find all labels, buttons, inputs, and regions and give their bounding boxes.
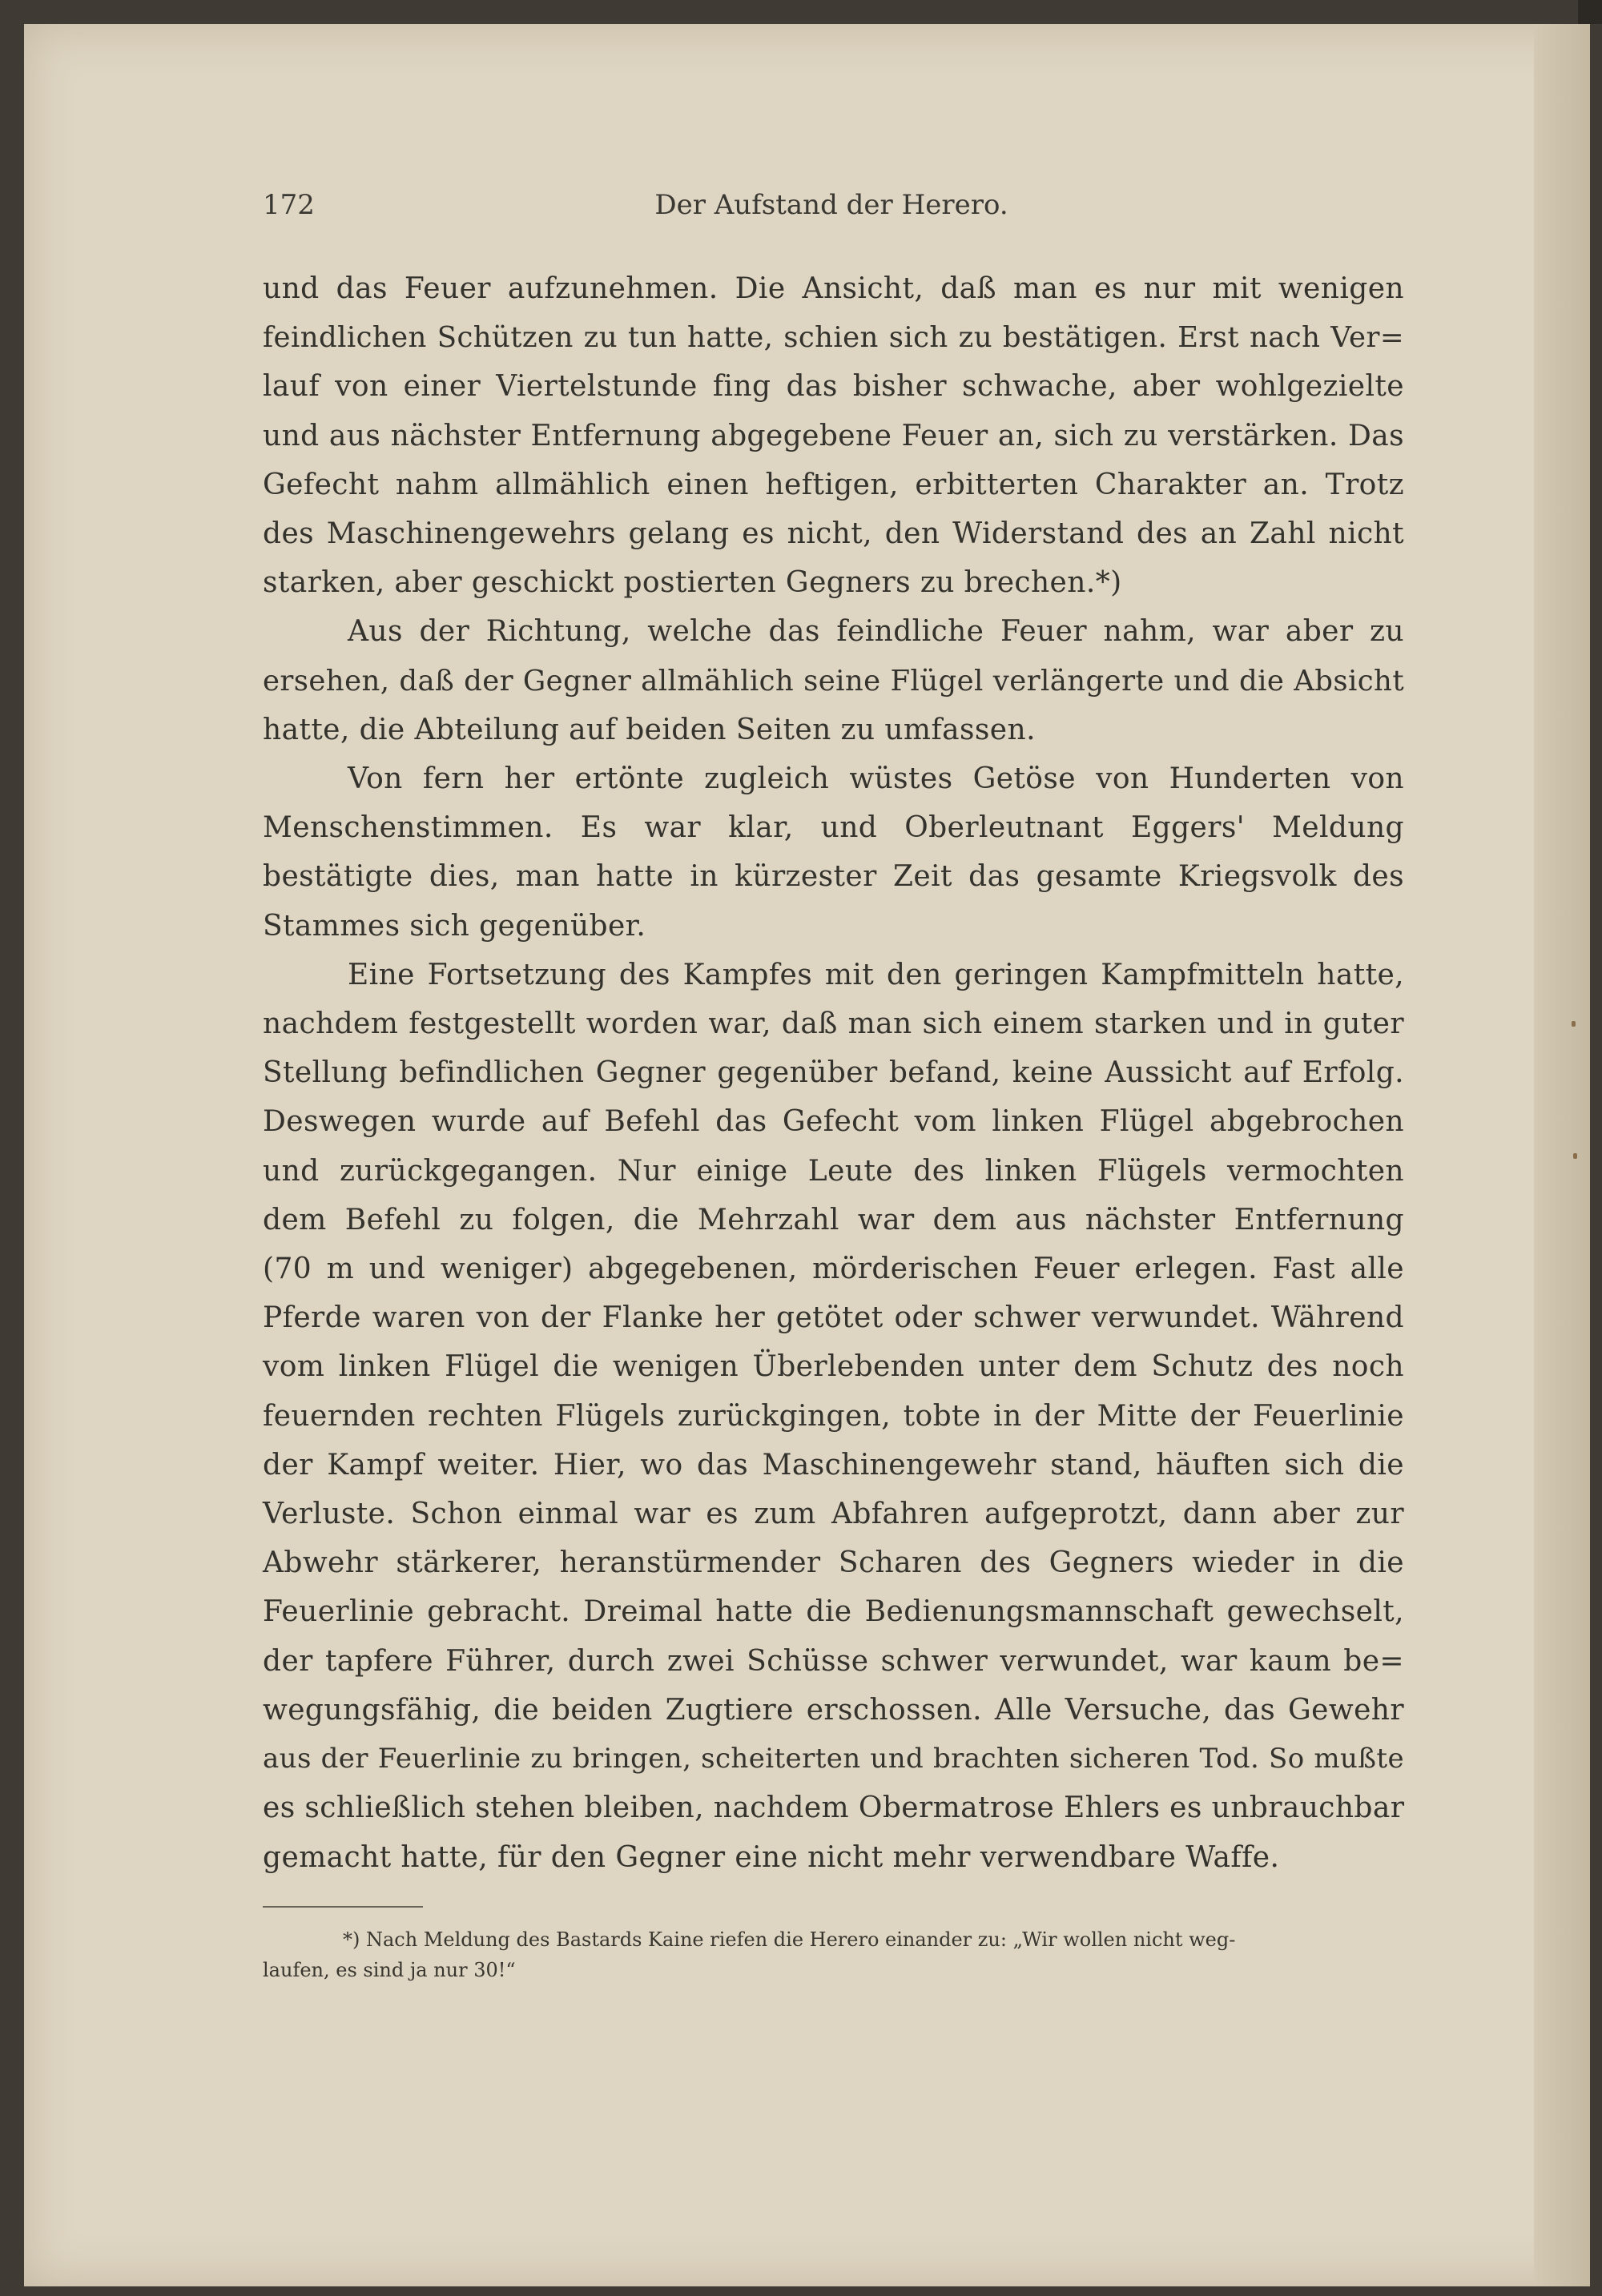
- text-line: und das Feuer aufzunehmen. Die Ansicht, daß man es nur mit wenigen: [263, 272, 1404, 305]
- text-line: ersehen, daß der Gegner allmählich seine Flügel verlängerte und die Absicht: [263, 664, 1404, 698]
- text-line: des Maschinengewehrs gelang es nicht, den Widerstand des an Zahl nicht: [263, 517, 1404, 551]
- text-line: Feuerlinie gebracht. Dreimal hatte die Bedienungsmannschaft gewechselt,: [263, 1595, 1404, 1629]
- text-line: der Kampf weiter. Hier, wo das Maschinengewehr stand, häuften sich die: [263, 1448, 1404, 1482]
- text-line: der tapfere Führer, durch zwei Schüsse schwer verwundet, war kaum be=: [263, 1644, 1404, 1678]
- running-title: Der Aufstand der Herero.: [654, 189, 1008, 221]
- paragraph: [263, 951, 1404, 1882]
- text-line: bestätigte dies, man hatte in kürzester Zeit das gesamte Kriegsvolk des: [263, 860, 1404, 894]
- text-line: gemacht hatte, für den Gegner eine nicht mehr verwendbare Waffe.: [263, 1840, 1280, 1874]
- text-line: aus der Feuerlinie zu bringen, scheiterten und brachten sicheren Tod. So mußte: [263, 1743, 1404, 1775]
- footnote: [263, 1924, 1404, 1985]
- paragraph: [263, 754, 1404, 951]
- text-line: es schließlich stehen bleiben, nachdem Obermatrose Ehlers es unbrauchbar: [263, 1791, 1405, 1825]
- text-line: vom linken Flügel die wenigen Überlebenden unter dem Schutz des noch: [263, 1350, 1404, 1384]
- text-line: wegungsfähig, die beiden Zugtiere erschossen. Alle Versuche, das Gewehr: [263, 1693, 1404, 1727]
- text-line: Menschenstimmen. Es war klar, und Oberleutnant Eggers' Meldung: [263, 811, 1404, 845]
- text-line: (70 m und weniger) abgegebenen, mörderischen Feuer erlegen. Fast alle: [263, 1253, 1404, 1286]
- footnote-line-1: *) Nach Meldung des Bastards Kaine riefen die Herero einander zu: „Wir wollen nicht weg-: [343, 1928, 1236, 1951]
- text-line: und aus nächster Entfernung abgegebene Feuer an, sich zu verstärken. Das: [263, 419, 1404, 452]
- text-line: Deswegen wurde auf Befehl das Gefecht vom linken Flügel abgebrochen: [263, 1105, 1404, 1139]
- paragraph: [263, 607, 1404, 754]
- text-line: Stellung befindlichen Gegner gegenüber befand, keine Aussicht auf Erfolg.: [263, 1056, 1404, 1090]
- text-line: Gefecht nahm allmählich einen heftigen, erbitterten Charakter an. Trotz: [263, 468, 1404, 501]
- body-text: [263, 264, 1404, 1882]
- text-line: starken, aber geschickt postierten Gegners zu brechen.*): [263, 566, 1122, 600]
- text-line: nachdem festgestellt worden war, daß man sich einem starken und in guter: [263, 1007, 1404, 1041]
- text-line: hatte, die Abteilung auf beiden Seiten zu umfassen.: [263, 713, 1036, 746]
- text-line: Pferde waren von der Flanke her getötet oder schwer verwundet. Während: [263, 1301, 1404, 1335]
- text-line: Von fern her ertönte zugleich wüstes Getöse von Hunderten von: [348, 762, 1404, 796]
- footnote-divider: [263, 1906, 423, 1908]
- text-line: Verluste. Schon einmal war es zum Abfahren aufgeprotzt, dann aber zur: [263, 1498, 1404, 1531]
- text-line: feindlichen Schützen zu tun hatte, schien sich zu bestätigen. Erst nach Ver=: [263, 321, 1404, 355]
- text-line: lauf von einer Viertelstunde fing das bisher schwache, aber wohlgezielte: [263, 370, 1404, 404]
- text-line: Eine Fortsetzung des Kampfes mit den geringen Kampfmitteln hatte,: [348, 958, 1404, 991]
- page-edge: [1534, 24, 1590, 2286]
- text-line: Stammes sich gegenüber.: [263, 909, 646, 943]
- paragraph: [263, 264, 1404, 607]
- paper-speck: [1573, 1153, 1577, 1159]
- text-line: und zurückgegangen. Nur einige Leute des linken Flügels vermochten: [263, 1154, 1404, 1188]
- footnote-line-2: laufen, es sind ja nur 30!“: [263, 1959, 516, 1981]
- cover-corner: [1578, 0, 1602, 24]
- text-line: feuernden rechten Flügels zurückgingen, tobte in der Mitte der Feuerlinie: [263, 1399, 1404, 1433]
- text-line: Abwehr stärkerer, heranstürmender Scharen des Gegners wieder in die: [263, 1546, 1404, 1580]
- text-line: Aus der Richtung, welche das feindliche Feuer nahm, war aber zu: [348, 615, 1404, 649]
- paper-speck: [1572, 1021, 1576, 1027]
- page-header: [263, 189, 1400, 224]
- text-line: dem Befehl zu folgen, die Mehrzahl war dem aus nächster Entfernung: [263, 1203, 1404, 1236]
- page-number: 172: [263, 189, 315, 221]
